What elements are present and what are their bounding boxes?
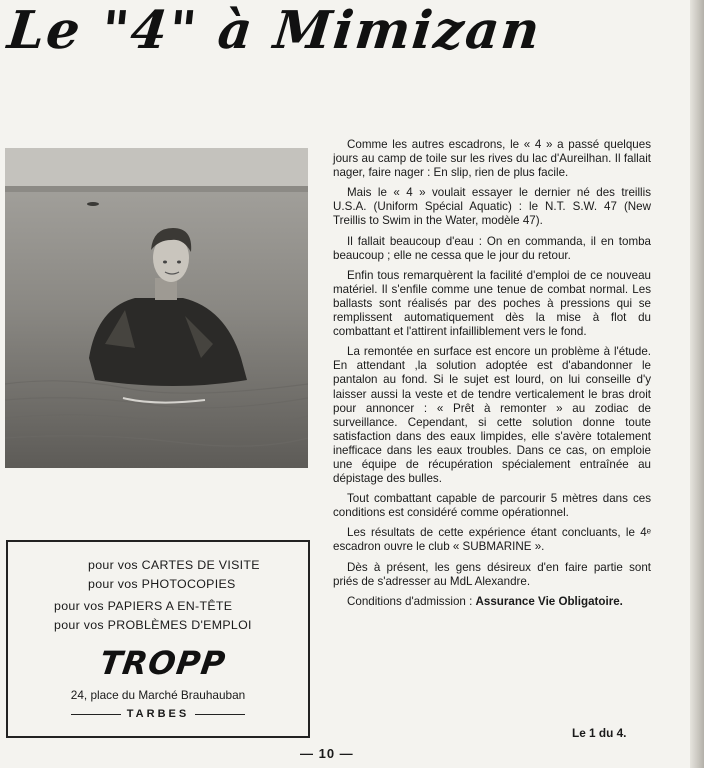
- page-number: — 10 —: [300, 746, 354, 761]
- article-title: Le "4" à Mimizan: [4, 0, 545, 61]
- photo-illustration: [5, 148, 308, 468]
- article-body: [333, 138, 651, 615]
- paragraph-2: Mais le « 4 » voulait essayer le dernier né des treillis U.S.A. (Uniform Spécial Aquatic) : le N.T. S.W. 47 (New Treillis to Swim in the Water, modèle 47).: [333, 186, 651, 228]
- conditions-value: Assurance Vie Obligatoire.: [475, 594, 623, 608]
- paragraph-5: La remontée en surface est encore un problème à l'étude. En attendant ,la solution adoptée est d'abandonner le pantalon au fond. Si le sujet est lourd, on lui conseille d'y laisser aussi la veste et de tendre verticalement le bras droit pour annoncer : « Prêt à remonter » au zodiac de surveillance. Cependant, si cette solution donne toute satisfaction dans des eaux limpides, elle s'avère totalement inefficace dans les eaux troubles. Dans ce cas, on emploie une équipe de récupération spécialement entraînée au dépistage des bulles.: [333, 345, 651, 486]
- paragraph-1: Comme les autres escadrons, le « 4 » a passé quelques jours au camp de toile sur les rives du lac d'Aureilhan. Il fallait nager, faire nager : En slip, rien de plus facile.: [333, 138, 651, 180]
- paragraph-6: Tout combattant capable de parcourir 5 mètres dans ces conditions est considéré comme opérationnel.: [333, 492, 651, 520]
- ad-line-papiers: pour vos PAPIERS A EN-TÊTE: [54, 599, 233, 613]
- paragraph-4: Enfin tous remarquèrent la facilité d'emploi de ce nouveau matériel. Il s'enfile comme une tenue de combat normal. Les ballasts sont réalisés par des poches à pressions qui se remplissent automatiquement dès la mise à flot du combattant et l'attirent infailliblement vers le fond.: [333, 268, 651, 339]
- ad-brand-logo: TROPP: [97, 644, 229, 682]
- paragraph-3: Il fallait beaucoup d'eau : On en commanda, il en tomba beaucoup ; elle ne cessa que le jour du retour.: [333, 234, 651, 262]
- ad-city-rule-right: [195, 714, 245, 715]
- tropp-advertisement: [6, 540, 310, 738]
- ad-line-cartes: pour vos CARTES DE VISITE: [88, 558, 260, 572]
- book-spine-edge: [690, 0, 704, 768]
- conditions-label: Conditions d'admission :: [347, 594, 476, 608]
- paragraph-8: Dès à présent, les gens désireux d'en faire partie sont priés de s'adresser au MdL Alexandre.: [333, 560, 651, 588]
- ad-city: [8, 708, 308, 720]
- article-signature: Le 1 du 4.: [572, 726, 627, 740]
- ad-address: 24, place du Marché Brauhauban: [70, 688, 246, 702]
- ad-city-rule-left: [71, 714, 121, 715]
- ad-line-photocopies: pour vos PHOTOCOPIES: [88, 577, 236, 591]
- ad-line-problemes: pour vos PROBLÈMES D'EMPLOI: [54, 618, 252, 632]
- paragraph-conditions: [333, 595, 651, 609]
- photo-soldier-in-lake: [5, 148, 308, 468]
- paragraph-7: Les résultats de cette expérience étant concluants, le 4ᵉ escadron ouvre le club « SUBMARINE ».: [333, 526, 651, 554]
- ad-city-name: TARBES: [126, 708, 190, 720]
